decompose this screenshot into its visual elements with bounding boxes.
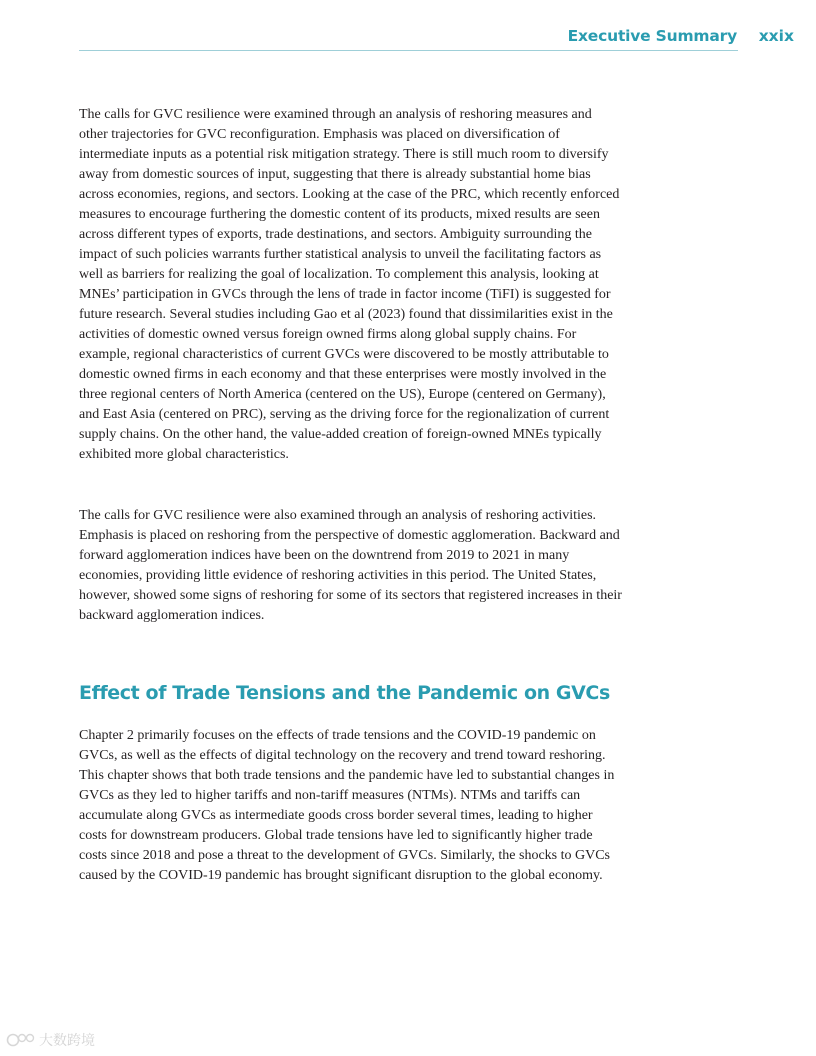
page-number: xxix bbox=[758, 27, 794, 45]
body-paragraph-chapter-2: Chapter 2 primarily focuses on the effects of trade tensions and the COVID-19 pandemic on GVCs, as well as the effects of digital technology on the recovery and trend toward reshoring. This chapter shows that both trade tensions and the pandemic have led to substantial changes in GVCs as they led to higher tariffs and non-tariff measures (NTMs). NTMs and tariffs can accumulate along GVCs as intermediate goods cross border several times, leading to higher costs for downstream producers. Global trade tensions have led to significantly higher trade costs since 2018 and pose a threat to the development of GVCs. Similarly, the shocks to GVCs caused by the COVID-19 pandemic has brought significant disruption to the global economy. bbox=[79, 728, 615, 883]
body-paragraph-resilience: The calls for GVC resilience were examined through an analysis of reshoring measures and other trajectories for GVC reconfiguration. Emphasis was placed on diversification of intermediate inputs as a potential risk mitigation strategy. There is still much room to diversify away from domestic sources of input, suggesting that there is already substantial home bias across economies, regions, and sectors. Looking at the case of the PRC, which recently enforced measures to encourage furthering the domestic content of its products, mixed results are seen across different types of exports, trade destinations, and sectors. Ambiguity surrounding the impact of such policies warrants further statistical analysis to unveil the facilitating factors as well as barriers for realizing the goal of localization. To complement this analysis, looking at MNEs’ participation in GVCs through the lens of trade in factor income (TiFI) is suggested for future research. Several studies including Gao et al (2023) found that dissimilarities exist in the activities of domestic owned versus foreign owned firms along global supply chains. For example, regional characteristics of current GVCs were discovered to be mostly attributable to domestic owned firms in each economy and that these enterprises were mostly involved in the three regional centers of North America (centered on the US), Europe (centered on Germany), and East Asia (centered on PRC), serving as the driving force for the regionalization of current supply chains. On the other hand, the value-added creation of foreign-owned MNEs typically exhibited more global characteristics. bbox=[79, 107, 620, 462]
body-paragraph-reshoring: The calls for GVC resilience were also examined through an analysis of reshoring activities. Emphasis is placed on reshoring from the perspective of domestic agglomeration. Backward and forward agglomeration indices have been on the downtrend from 2019 to 2021 in many economies, providing little evidence of reshoring activities in this period. The United States, however, showed some signs of reshoring for some of its sectors that registered increases in their backward agglomeration indices. bbox=[79, 508, 622, 623]
section-heading: Effect of Trade Tensions and the Pandemic on GVCs bbox=[79, 682, 610, 704]
running-header-title: Executive Summary bbox=[567, 27, 737, 45]
watermark bbox=[6, 1030, 95, 1050]
watermark-text: 大数跨境 bbox=[39, 1033, 95, 1049]
page-header bbox=[0, 0, 816, 60]
watermark-logo-icon bbox=[6, 1032, 36, 1048]
header-divider bbox=[79, 50, 738, 51]
